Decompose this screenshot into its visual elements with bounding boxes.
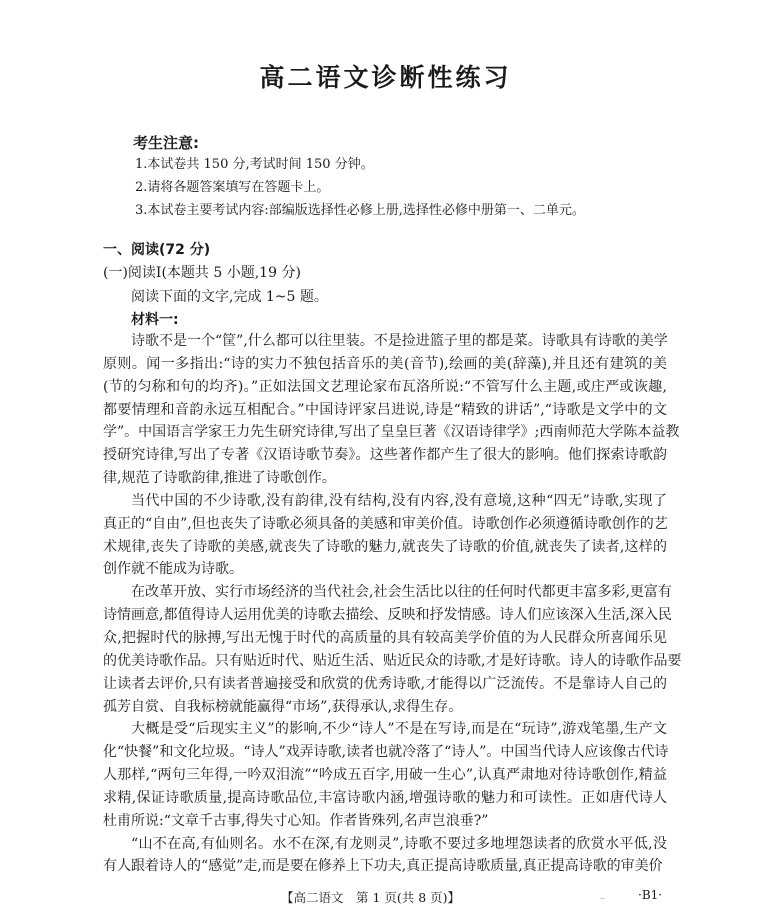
material-label: 材料一:: [131, 312, 179, 328]
paragraph-line: 当代中国的不少诗歌,没有韵律,没有结构,没有内容,没有意境,这种“四无”诗歌,实现了: [131, 492, 667, 509]
paragraph: [103, 581, 682, 718]
reading-instruction: 阅读下面的文字,完成 1~5 题。: [131, 289, 328, 305]
subsection-heading: (一)阅读Ⅰ(本题共 5 小题,19 分): [103, 265, 301, 281]
paragraph-line: 求精,保证诗歌质量,提高诗歌品位,丰富诗歌内涵,增强诗歌的魅力和可读性。正如唐代诗人: [103, 789, 667, 806]
paragraph-line: 诗歌不是一个“筐”,什么都可以往里装。不是捡进篮子里的都是菜。诗歌具有诗歌的美学: [131, 333, 668, 349]
paragraph-line: 律,规范了诗歌韵律,推进了诗歌创作。: [103, 470, 336, 487]
paragraph-line: 诗情画意,都值得诗人运用优美的诗歌去描绘、反映和抒发情感。诗人们应该深入生活,深入民: [103, 607, 672, 624]
paragraph-line: 真正的“自由”,但也丧失了诗歌必须具备的美感和审美价值。诗歌创作必须遵循诗歌创作的艺: [103, 515, 668, 532]
paragraph-line: 孤芳自赏、自我标榜就能赢得“市场”,获得承认,求得生存。: [103, 698, 463, 715]
paragraph: [103, 490, 667, 581]
paragraph-line: 杜甫所说:“文章千古事,得失寸心知。作者皆殊列,名声岂浪垂?”: [103, 812, 489, 829]
paper-code: ·B1·: [638, 888, 663, 902]
notice-heading: 考生注意:: [133, 134, 199, 152]
paragraph-line: (节的匀称和句的均齐)。”正如法国文艺理论家布瓦洛所说:“不管写什么主题,或庄严或诙趣,: [103, 378, 667, 395]
footer-marks: ..: [600, 892, 606, 901]
notice-item: 2.请将各题答案填写在答题卡上。: [135, 180, 330, 195]
document-title: 高二语文诊断性练习: [259, 63, 512, 92]
paragraph-line: 人那样,“两句三年得,一吟双泪流”“吟成五百字,用破一生心”,认真严肃地对待诗歌创作,精益: [103, 767, 667, 784]
paragraph-line: 创作就不能成为诗歌。: [103, 561, 243, 578]
notice-item: 3.本试卷主要考试内容:部编版选择性必修上册,选择性必修中册第一、二单元。: [135, 203, 585, 218]
page-number-label: 【高二语文 第 1 页(共 8 页)】: [280, 890, 461, 905]
passage-body: [103, 330, 682, 878]
paragraph: [103, 718, 667, 832]
paragraph: [103, 833, 667, 879]
notice-item: 1.本试卷共 150 分,考试时间 150 分钟。: [135, 157, 374, 172]
paragraph-line: 在改革开放、实行市场经济的当代社会,社会生活比以往的任何时代都更丰富多彩,更富有: [131, 584, 672, 601]
paragraph-line: 术规律,丧失了诗歌的美感,就丧失了诗歌的魅力,就丧失了诗歌的价值,就丧失了读者,这样的: [103, 538, 667, 555]
paragraph: [103, 330, 680, 490]
paragraph-line: 的优美诗歌作品。只有贴近时代、贴近生活、贴近民众的诗歌,才是好诗歌。诗人的诗歌作品要: [103, 652, 682, 669]
paragraph-line: 大概是受“后现实主义”的影响,不少“诗人”不是在写诗,而是在“玩诗”,游戏笔墨,生产文: [131, 721, 667, 738]
paragraph-line: 让读者去评价,只有读者普遍接受和欣赏的优秀诗歌,才能得以广泛流传。不是靠诗人自己的: [103, 675, 667, 692]
paragraph-line: 学”。中国语言学家王力先生研究诗律,写出了皇皇巨著《汉语诗律学》;西南师范大学陈本益教: [103, 424, 680, 441]
paragraph-line: 化“快餐”和文化垃圾。“诗人”戏弄诗歌,读者也就冷落了“诗人”。中国当代诗人应该像古代诗: [103, 744, 669, 761]
paragraph-line: “山不在高,有仙则名。水不在深,有龙则灵”,诗歌不要过多地埋怨读者的欣赏水平低,没: [131, 835, 667, 852]
paragraph-line: 原则。闻一多指出:“诗的实力不独包括音乐的美(音节),绘画的美(辞藻),并且还有建筑的美: [103, 355, 667, 372]
section-heading: 一、阅读(72 分): [103, 242, 211, 258]
paragraph-line: 授研究诗律,写出了专著《汉语诗歌节奏》。这些著作都产生了很大的影响。他们探索诗歌韵: [103, 447, 667, 464]
paragraph-line: 有人跟着诗人的“感觉”走,而是要在修养上下功夫,真正提高诗歌质量,真正提高诗歌的审美价: [103, 858, 663, 875]
paragraph-line: 众,把握时代的脉搏,写出无愧于时代的高质量的具有较高美学价值的为人民群众所喜闻乐见: [103, 629, 667, 646]
paragraph-line: 都要情理和音韵永远互相配合。”中国诗评家吕进说,诗是“精致的讲话”,“诗歌是文学中的文: [103, 401, 667, 418]
